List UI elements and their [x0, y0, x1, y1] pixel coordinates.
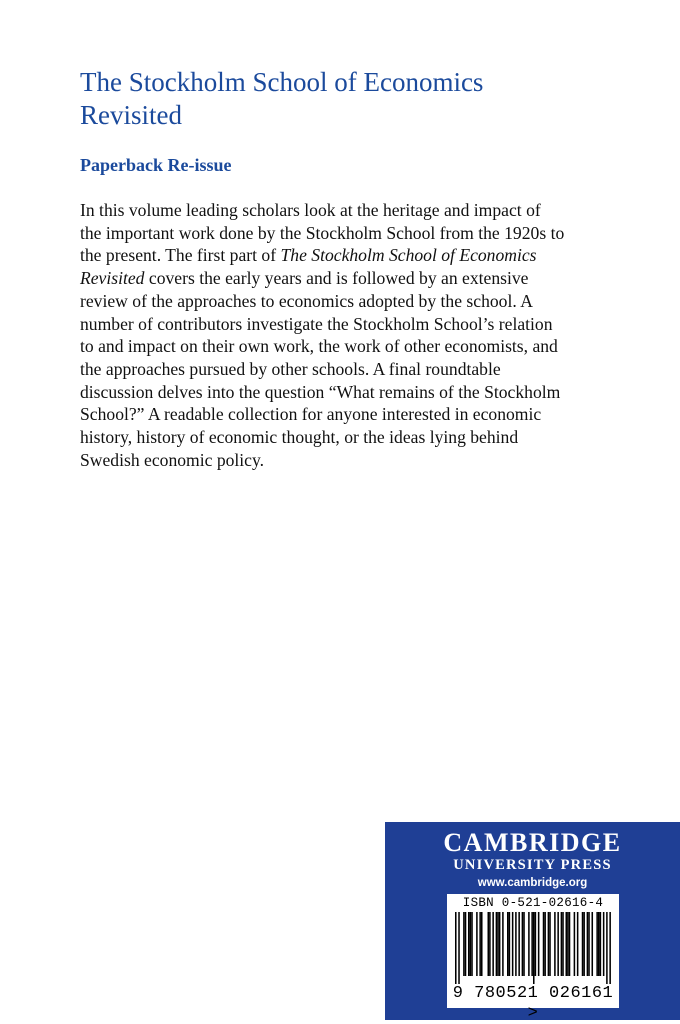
barcode-bar	[492, 912, 494, 976]
barcode-bar	[588, 912, 590, 976]
barcode-bar	[549, 912, 551, 976]
barcode-bar	[562, 912, 564, 976]
barcode-bar	[481, 912, 483, 976]
blurb-line: the important work done by the Stockholm School from the 1920s to	[80, 222, 565, 243]
barcode-bar	[512, 912, 514, 976]
barcode-bar	[566, 912, 568, 976]
barcode-bar	[598, 912, 600, 976]
book-title-line-2: Revisited	[80, 100, 182, 130]
barcode-bar	[496, 912, 498, 976]
barcode-bar	[609, 912, 611, 984]
barcode-bar	[574, 912, 576, 976]
barcode-bar	[543, 912, 545, 976]
barcode-bar	[522, 912, 524, 976]
book-title	[80, 66, 620, 132]
barcode-box	[447, 894, 619, 1023]
barcode-bar	[468, 912, 470, 976]
barcode-bar	[603, 912, 605, 976]
barcode-bar	[523, 912, 525, 976]
book-description	[80, 199, 640, 471]
publisher-url: www.cambridge.org	[477, 877, 588, 889]
barcode-bar	[561, 912, 563, 976]
barcode-bar	[592, 912, 594, 976]
barcode-bar	[509, 912, 511, 976]
barcode-bar	[488, 912, 490, 976]
barcode-bar	[533, 912, 535, 984]
barcode-bar	[582, 912, 584, 976]
barcode-bar	[518, 912, 520, 976]
blurb-line: the approaches pursued by other schools. A final roundtable	[80, 358, 501, 379]
barcode-bar	[596, 912, 598, 976]
publisher-panel	[385, 822, 680, 1023]
barcode-bars	[455, 912, 611, 984]
barcode-bar	[548, 912, 550, 976]
publisher-name: CAMBRIDGE	[443, 828, 622, 857]
barcode-bar	[507, 912, 509, 976]
italic-title: The Stockholm School of Economics	[280, 245, 537, 266]
barcode-bar	[465, 912, 467, 976]
barcode-bar	[502, 912, 504, 976]
barcode-bar	[538, 912, 540, 976]
barcode-bar	[577, 912, 579, 976]
barcode-bar	[531, 912, 533, 976]
barcode-bar	[528, 912, 530, 976]
barcode-bar	[535, 912, 537, 976]
barcode-bar	[470, 912, 472, 976]
italic-title: Revisited	[80, 268, 145, 289]
barcode-bar	[476, 912, 478, 976]
barcode-bar	[479, 912, 481, 976]
barcode-bar	[497, 912, 499, 976]
publisher-subname: UNIVERSITY PRESS	[453, 857, 612, 873]
barcode-bar	[458, 912, 460, 984]
barcode-bar	[557, 912, 559, 976]
barcode-bar	[567, 912, 569, 976]
barcode-bar	[515, 912, 517, 976]
book-title-line-1: The Stockholm School of Economics	[80, 67, 484, 97]
barcode-bar	[471, 912, 473, 976]
barcode-bar	[455, 912, 457, 984]
barcode-bar	[489, 912, 491, 976]
barcode-bar	[569, 912, 571, 976]
blurb-line: the present. The first part of The Stockholm School of Economics	[80, 245, 537, 266]
barcode-bar	[606, 912, 608, 984]
barcode-bar	[499, 912, 501, 976]
blurb-line: to and impact on their own work, the work of other economists, and	[80, 336, 558, 357]
blurb-line: discussion delves into the question “What remains of the Stockholm	[80, 381, 561, 402]
blurb-line: history, history of economic thought, or the ideas lying behind	[80, 427, 519, 448]
barcode-bar	[600, 912, 602, 976]
isbn-label: ISBN 0-521-02616-4	[462, 896, 604, 910]
barcode-bar	[587, 912, 589, 976]
blurb-line: School?” A readable collection for anyone interested in economic	[80, 404, 542, 425]
barcode-bar	[463, 912, 465, 976]
edition-label: Paperback Re-issue	[80, 155, 232, 175]
blurb-line: Swedish economic policy.	[80, 449, 265, 470]
barcode-bar	[554, 912, 556, 976]
ean-number: 9 780521 026161 >	[452, 984, 614, 1023]
blurb-line: number of contributors investigate the Stockholm School’s relation	[80, 313, 553, 334]
blurb-line: review of the approaches to economics adopted by the school. A	[80, 290, 533, 311]
blurb-line: Revisited covers the early years and is followed by an extensive	[80, 268, 529, 289]
blurb-line: In this volume leading scholars look at the heritage and impact of	[80, 200, 541, 220]
barcode-bar	[544, 912, 546, 976]
barcode-bar	[583, 912, 585, 976]
